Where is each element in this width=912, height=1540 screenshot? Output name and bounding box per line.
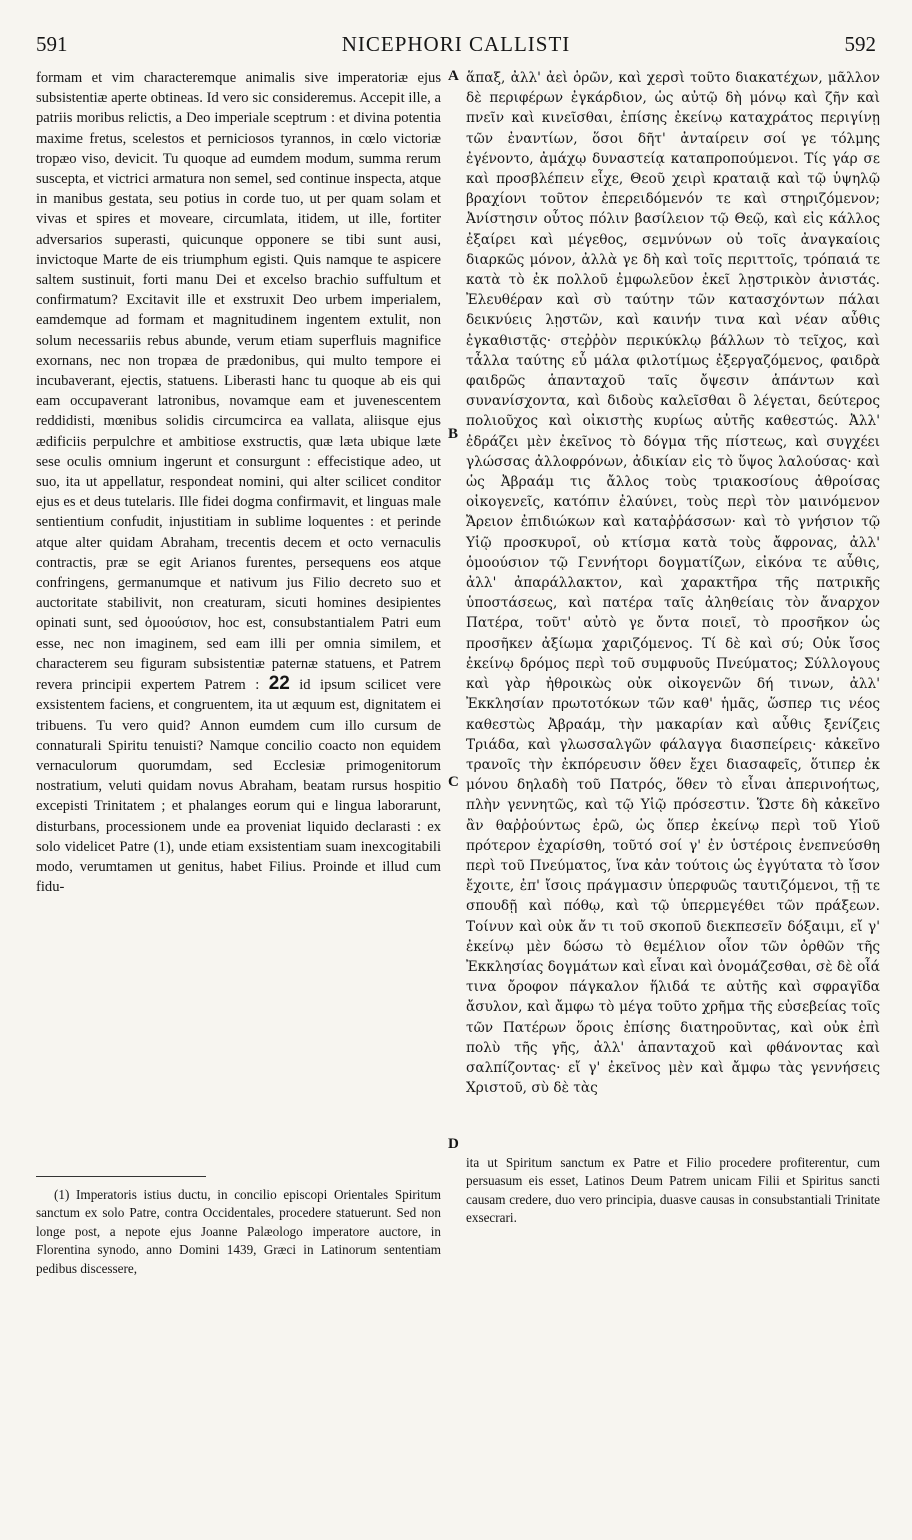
page-number-right: 592 <box>844 32 876 56</box>
latin-paragraph <box>36 68 441 897</box>
latin-text-part-1: formam et vim characteremque animalis sive imperatoriæ ejus subsistentiæ aperte obtineas. Id vero sic consideremus. Accepit ille, a patriis moribus relictis, a Deo imperiale sceptrum : et divina potentia maxime fretus, scelestos et perniciosos tyrannos, in cœlo victoriæ tropæo viso, devicit. Tu quoque ad eumdem modum, summa rerum suscepta, et victrici armatura non semel, sed continue inspecta, atque in manibus gestata, seu potius in corde tuo, ut per quam solam et vivas et spires et moveare, circumlata, itidem, ut ille, fortiter adversarios superasti, quicunque opponere se tibi sunt ausi, invictoque Marte de eis triumphum egisti. Quis namque te aspicere saltem sustinuit, forti manu Dei et excelso brachio suffultum et confirmatum? Excitavit ille et exstruxit Deo urbem imperialem, eamdemque ad formam et magnitudinem ingentem extulit, non solum necessariis rebus abunde, verum etiam superfluis magnifice exornans, nec non tropæa de prædonibus, qui multo tempore ei incubaverant, ejectis, statuens. Liberasti hanc tu quoque ab eis qui eam occupaverant latronibus, novamque eam et juvenescentem reddidisti, mœnibus solidis circumcirca ea vallata, aliisque ejus ædificiis perpulchre et ambitiose exstructis, quæ læta ubique læte sese oculis omnium ingerunt et consurgunt : effecistique adeo, ut suo, ita ut appellatur, respondeat nomini, qui alter scilicet conditor ejus es et deus tutelaris. Ille fidei dogma confirmavit, et linguas male sentientium confudit, injustitiam in sublime loquentes : et perinde atque alter quidam Abraham, trecentis decem et octo vernaculis contractis, præ se egit Arianos furentes, persequens eos atque confringens, germanumque et nativum jus Filio decreto suo et auctoritate stabilivit, non creaturam, sicuti homines desipientes opinati sunt, sed ὁμοούσιον, hoc est, consubstantialem Patri eum esse, nec non imaginem, sed eam illi per omnia similem, et characterem seu figuram subsistentiæ paternæ statuens, et Patrem revera principii expertem Patrem : <box>36 70 441 694</box>
latin-text-part-2: id ipsum scilicet vere exsistentem faciens, et congruentem, ita ut æquum est, dignitatem ei tribuens. Tu vero quid? Annon eumdem cum illo cursum de connaturali Spiritu tenuisti? Namque concilio coacto non equidem vernaculorum quorumdam, sed Ecclesiæ primogenitorum nostratium, veluti quidam novus Abraham, beatam rursus hospitio excepisti Trinitatem ; et phalanges eorum qui e lingua laborarunt, disturbans, processionem unde ea proveniat liquido declarasti : ex solo videlicet Patre (1), unde etiam exsistentiam suam inexcogitabili modo, verumtamen ut genitus, habet Filius. Proinde et illud cum fidu- <box>36 677 441 896</box>
footnote-divider <box>36 1176 206 1177</box>
section-marker-c: C <box>448 774 459 790</box>
section-marker-d: D <box>448 1136 459 1152</box>
section-marker-b: B <box>448 426 459 442</box>
page-reference-number: 22 <box>268 673 290 695</box>
section-marker-a: A <box>448 68 459 84</box>
footnote-right: ita ut Spiritum sanctum ex Patre et Filio procedere profiterentur, cum persuasum eis esset, Latinos Deum Patrem unicam Filii et Spiritus sancti causam credere, duo vero principia, duasve causas in consubstantiali Trinitate exsecrari. <box>466 1155 880 1226</box>
greek-column <box>466 68 880 1098</box>
page-header <box>36 32 876 62</box>
latin-column <box>36 68 441 897</box>
running-title: NICEPHORI CALLISTI <box>341 32 571 56</box>
greek-paragraph: ἅπαξ, ἀλλ' ἀεὶ ὁρῶν, καὶ χερσὶ τοῦτο διακατέχων, μᾶλλον δὲ περιφέρων ἐγκάρδιον, ὡς αὐτῷ δὴ μόνῳ καὶ ζῆν καὶ πνεῖν καὶ κινεῖσθαι, ἐπίσης ἐκείνῳ καταχράτος περιγίνῃ τῶν ἐναντίων, ὅσοι δῆτ' ἀνταίρειν σοί γε τόλμης ἐγένοντο, ἀμάχῳ δυναστείᾳ καταπροπούμενοι. Τίς γάρ σε καὶ προσβλέπειν εἶχε, Θεοῦ χειρὶ κραταιᾷ καὶ τῷ ὑψηλῷ βραχίονι τοῦτον ἐπερειδόμενόν τε καὶ στηριζόμενον; Ἀνίστησιν οὗτος πόλιν βασίλειον τῷ Θεῷ, καὶ εἰς κάλλος ἐξαίρει καὶ μέγεθος, σεμνύνων οὐ τοῖς ἀναγκαίοις διαρκῶς μόνον, ἀλλὰ γε δὴ καὶ τοῖς περιττοῖς, τρόπαιά τε κατὰ τὸ ἐκ πολλοῦ ἐμφωλεῦον ἐκεῖ λῃστρικὸν ἀνιστάς. Ἐλευθέραν καὶ σὺ ταύτην τῶν κατασχόντων πάλαι δεικνύεις λῃστῶν, καὶ καινήν τινα καὶ νέαν αὖθις ἐγκαθιστᾷς· στεῤῥὸν περικύκλῳ βάλλων τὸ τεῖχος, καὶ τἆλλα ταύτης εὖ μάλα φιλοτίμως ἐξεργαζόμενος, φαιδρὰ φαιδρῶς ἁπανταχοῦ ταῖς ὄψεσιν ἁπάντων καὶ συνανίσχοντα, καὶ διδοὺς καλεῖσθαι ὃ λέγεται, δεύτερος πολιοῦχος καὶ οἰκιστὴς κυρίως αὐτῆς καθεστώς. Ἀλλ' ἐδράζει μὲν ἐκεῖνος τὸ δόγμα τῆς πίστεως, καὶ συγχέει γλώσσας ἀλλοφρόνων, ἀδικίαν εἰς τὸ ὕψος λαλούσας· καὶ ὡς Ἀβραάμ τις ἄλλος τοὺς τριακοσίους ἀθροίσας οἰκογενεῖς, κατόπιν ἐλαύνει, τοὺς περὶ τὸν μαινόμενον Ἄρειον ἐπιδιώκων καὶ καταῤῥάσσων· καὶ τὸ γνήσιον τῷ Υἱῷ προσκυροῖ, οὐ κτίσμα κατὰ τοὺς ἄφρονας, ἀλλ' ὁμοούσιον τῷ Γεννήτορι δογματίζων, εἰκόνα τε αὖθις, ἀλλ' ἀπαράλλακτον, καὶ χαρακτῆρα τῆς πατρικῆς ὑποστάσεως, καὶ πατέρα ταῖς ἀληθείαις τὸν ἄναρχον Πατέρα, τοῦτ' αὐτὸ γε ὄντα ποιεῖ, τὸ προσῆκον ὡς προσῆκεν ἀξίωμα χαριζόμενος. Τί δὲ καὶ σύ; Οὐκ ἴσος ἐκείνῳ δρόμος περὶ τοῦ συμφυοῦς Πνεύματος; Σύλλογους καὶ γὰρ ἠθροικὼς οὐκ οἰκογενῶν δή τινων, ἀλλ' Ἐκκλησίαν πρωτοτόκων τῶν καθ' ἡμᾶς, ὥσπερ τις νέος καθεστὼς Ἀβραάμ, τὴν μακαρίαν καὶ αὖθις ξενίζεις Τριάδα, καὶ γλωσσαλγῶν φάλαγγα διασπείρεις· κἀκεῖνο τρανοῖς τὴν ἐκπόρευσιν ὅθεν ἔχει διασαφεῖς, ὅτιπερ ἐκ μόνου δηλαδὴ τοῦ Πατρός, ὅθεν τὸ εἶναι ἀπερινοήτως, πλὴν γεννητῶς, καὶ τῷ Υἱῷ πρόσεστιν. Ὥστε δὴ κἀκεῖνο ἂν θαῤῥούντως ἐρῶ, ὡς ὅπερ ἐκείνῳ περὶ τοῦ Υἱοῦ πρότερον ἐχαρίσθη, τοῦτό σοί γ' ἐν ὑστέροις ἐνεπνεύσθη περὶ τοῦ Πνεύματος, ἵνα κἀν τούτοις ὡς ἐγγύτατα τὸ ἴσον ἔχοιτε, ἐπ' ἴσοις πράγμασιν ὑπερφυῶς ταυτιζόμενοι, τῇ τε σπουδῇ καὶ πόθῳ, καὶ τῷ ὑπερμεγέθει τῶν πράξεων. Τοίνυν καὶ οὐκ ἄν τι τοῦ σκοποῦ διεκπεσεῖν δόξαιμι, εἴ γ' ἐκείνῳ μὲν δώσω τὸ θεμέλιον οἷον τῶν ὀρθῶν τῆς Ἐκκλησίας δογμάτων καὶ εἶναι καὶ ὀνομάζεσθαι, σὲ δὲ οἷά τινα ὄροφον πάγκαλον ἥλιδά τε αὐτῆς καὶ σφραγῖδα ἄσυλον, καὶ ἄμφω τὸ μέγα τοῦτο χρῆμα τῆς εὐσεβείας τοῖς τῶν Πατέρων ὅροις ἐπίσης διατηροῦντας, καὶ οὐκ ἐπὶ πολὺ τῆς γῆς, ἀλλ' ἁπανταχοῦ καὶ φθάνοντας καὶ σαλπίζοντας· εἴ γ' ἐκεῖνος μὲν καὶ ἄμφω τὰς γεννήσεις Χριστοῦ, σὺ δὲ τὰς <box>466 70 880 1097</box>
footnote-left: (1) Imperatoris istius ductu, in concilio episcopi Orientales Spiritum sanctum ex solo Patre, contra Occidentales, procedere statuerunt. Sed non longe post, a nepote ejus Joanne Palæologo imperatore auctore, in Florentina synodo, anno Domini 1439, Græci in Latinorum sententiam pedibus discessere, <box>36 1187 441 1276</box>
page-number-left: 591 <box>36 32 68 56</box>
